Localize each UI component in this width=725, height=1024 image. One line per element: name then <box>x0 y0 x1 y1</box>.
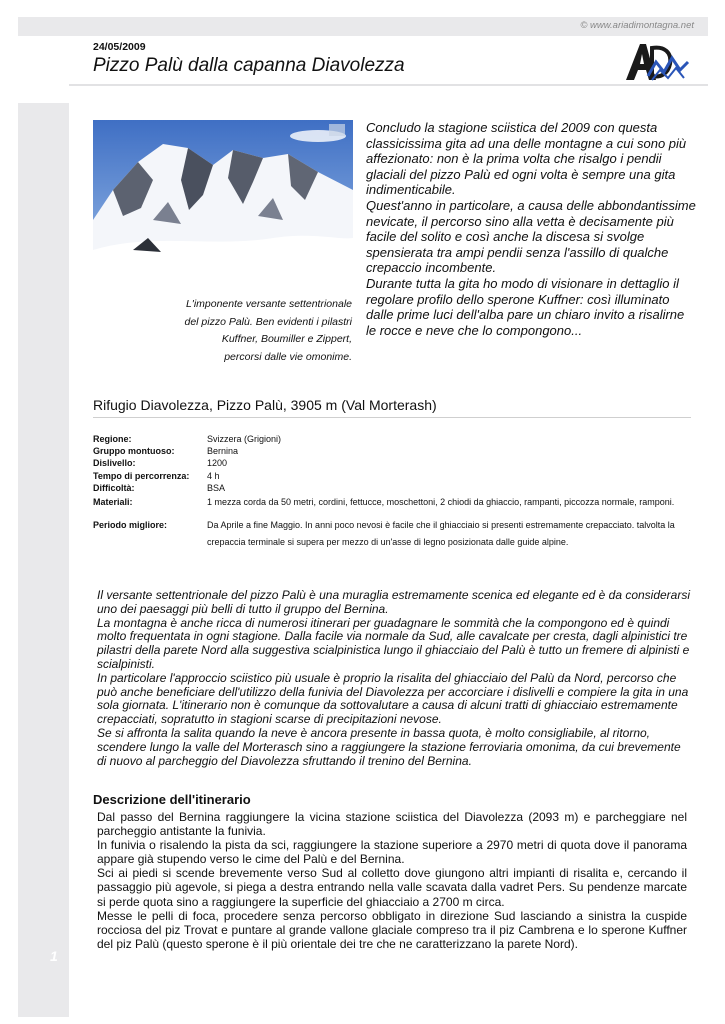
itinerary-paragraph: Messe le pelli di foca, procedere senza percorso obbligato in direzione Sud lasciando a sinistra la cuspide rocciosa del piz Trovat e puntare al grande vallone glaciale compreso tra il piz Cambrena e lo sperone Kuffner del piz Palù (questo sperone è il più orientale dei tre che ne caratterizzano la parete Nord). <box>97 908 687 951</box>
intro-paragraph: Durante tutta la gita ho modo di visionare in dettaglio il regolare profilo dello sperone Kuffner: così illuminato dalle prime luci dell'alba pare un chiaro invito a risalirne le rocce e neve che lo compongono... <box>366 275 685 338</box>
itinerary-text <box>97 810 687 951</box>
description-paragraph: Se si affronta la salita quando la neve è ancora presente in bassa quota, è molto consigliabile, al ritorno, scendere lungo la valle del Morterasch sino a raggiungere la stazione ferroviaria omonima, da cui brevemente di nuovo al parcheggio del Diavolezza sfruttando il trenino del Bernina. <box>97 725 681 768</box>
spec-row <box>93 470 693 482</box>
spec-row <box>93 445 693 457</box>
site-url: © www.ariadimontagna.net <box>580 20 694 31</box>
spec-key: Regione: <box>93 434 132 444</box>
caption-line: percorsi dalle vie omonime. <box>224 350 352 363</box>
spec-key: Tempo di percorrenza: <box>93 470 190 481</box>
spec-row <box>93 517 693 551</box>
itinerary-paragraph: Dal passo del Bernina raggiungere la vicina stazione sciistica del Diavolezza (2093 m) e parcheggiare nel parcheggio antistante la funivia. <box>97 810 687 839</box>
itinerary-heading: Descrizione dell'itinerario <box>93 792 251 807</box>
caption-line: L'imponente versante settentrionale <box>185 298 352 310</box>
left-margin-strip <box>18 17 69 1017</box>
report-date: 24/05/2009 <box>93 41 146 53</box>
spec-key: Difficoltà: <box>93 482 135 493</box>
spec-row <box>93 433 693 445</box>
route-title-divider <box>93 417 691 418</box>
intro-paragraph: Concludo la stagione sciistica del 2009 con questa classicissima gita ad una delle montagne a cui sono più affezionato: non è la prima volta che risalgo i pendii glaciali del pizzo Palù ed ogni volta è sempre una gita indimenticabile. <box>366 120 687 198</box>
caption-line: Kuffner, Boumiller e Zippert, <box>221 333 352 345</box>
page-title: Pizzo Palù dalla capanna Diavolezza <box>93 55 405 76</box>
caption-line: del pizzo Palù. Ben evidenti i pilastri <box>184 315 352 328</box>
spec-value: 1200 <box>207 458 228 469</box>
spec-value: BSA <box>207 482 226 493</box>
itinerary-paragraph: In funivia o risalendo la pista da sci, raggiungere la stazione superiore a 2970 metri di quota dove il panorama appare già stupendo verso le cime del Palù e del Bernina. <box>97 838 687 867</box>
spec-value: Svizzera (Grigioni) <box>207 434 282 444</box>
spec-row <box>93 494 693 511</box>
spec-value: Da Aprile a fine Maggio. In anni poco nevosi è facile che il ghiacciaio si presenti estremamente crepacciato. talvolta la crepaccia terminale si supera per mezzo di un'asse di legno posizionata dalle guide alpine. <box>207 520 675 548</box>
itinerary-paragraph: Sci ai piedi si scende brevemente verso Sud al colletto dove giungono altri impianti di risalita e, cercando il passaggio più agevole, si piega a destra entrando nella valle scavata dalla vadret Pers. Su pendenze marcate si perde quota sino a raggiungere la superficie del ghiacciaio a 2700 m circa. <box>97 866 687 909</box>
spec-row <box>93 482 693 494</box>
description-paragraph: Il versante settentrionale del pizzo Palù è una muraglia estremamente scenica ed elegante ed è da considerarsi uno dei paesaggi più belli di tutto il gruppo del Bernina. <box>97 588 691 616</box>
description-paragraph: La montagna è anche ricca di numerosi itinerari per guadagnare le sommità che la compongono ed è quindi molto frequentata in ogni stagione. Dalla facile via normale da Sud, alle cavalcate per cresta, dagli alpinistici tre pilastri della parete Nord alla suggestiva scialpinistica lungo il ghiacciaio del Palù è tutto un fremere di alpinisti e scialpinisti. <box>97 615 690 671</box>
left-strip-gap <box>18 36 69 103</box>
photo-caption <box>120 296 352 366</box>
mountain-photo <box>93 120 353 292</box>
spec-key: Gruppo montuoso: <box>93 446 175 457</box>
spec-key: Materiali: <box>93 497 133 508</box>
site-logo <box>622 40 694 84</box>
route-specs <box>93 433 693 551</box>
spec-value: 1 mezza corda da 50 metri, cordini, fettucce, moschettoni, 2 chiodi da ghiaccio, rampanti, piccozza normale, ramponi. <box>207 497 675 508</box>
spec-row <box>93 457 693 469</box>
spec-value: Bernina <box>207 446 239 457</box>
route-title: Rifugio Diavolezza, Pizzo Palù, 3905 m (Val Morterash) <box>93 397 437 413</box>
top-bar <box>18 17 708 36</box>
route-description <box>97 589 691 768</box>
spec-key: Periodo migliore: <box>93 520 168 531</box>
header-divider <box>69 84 708 86</box>
intro-paragraph: Quest'anno in particolare, a causa delle abbondantissime nevicate, il percorso sino alla vetta è decisamente più facile del solito e così anche la discesa si svolge spensierata tra ampi pendii senza l'assillo di qualche crepaccio incombente. <box>366 197 696 276</box>
page-number: 1 <box>50 948 58 964</box>
spec-value: 4 h <box>207 470 220 481</box>
spec-key: Dislivello: <box>93 458 136 469</box>
intro-text <box>366 120 696 338</box>
description-paragraph: In particolare l'approccio sciistico più usuale è proprio la risalita del ghiacciaio del Palù da Nord, percorso che può anche beneficiare dell'utilizzo della funivia del Diavolezza per accorciare i dislivelli e compiere la gita in una sola giornata. L'itinerario non è comunque da sottovalutare a causa di alcuni tratti di ghiacciaio estremamente crepacciati, sopratutto in stagioni scarse di precipitazioni nevose. <box>97 670 689 727</box>
